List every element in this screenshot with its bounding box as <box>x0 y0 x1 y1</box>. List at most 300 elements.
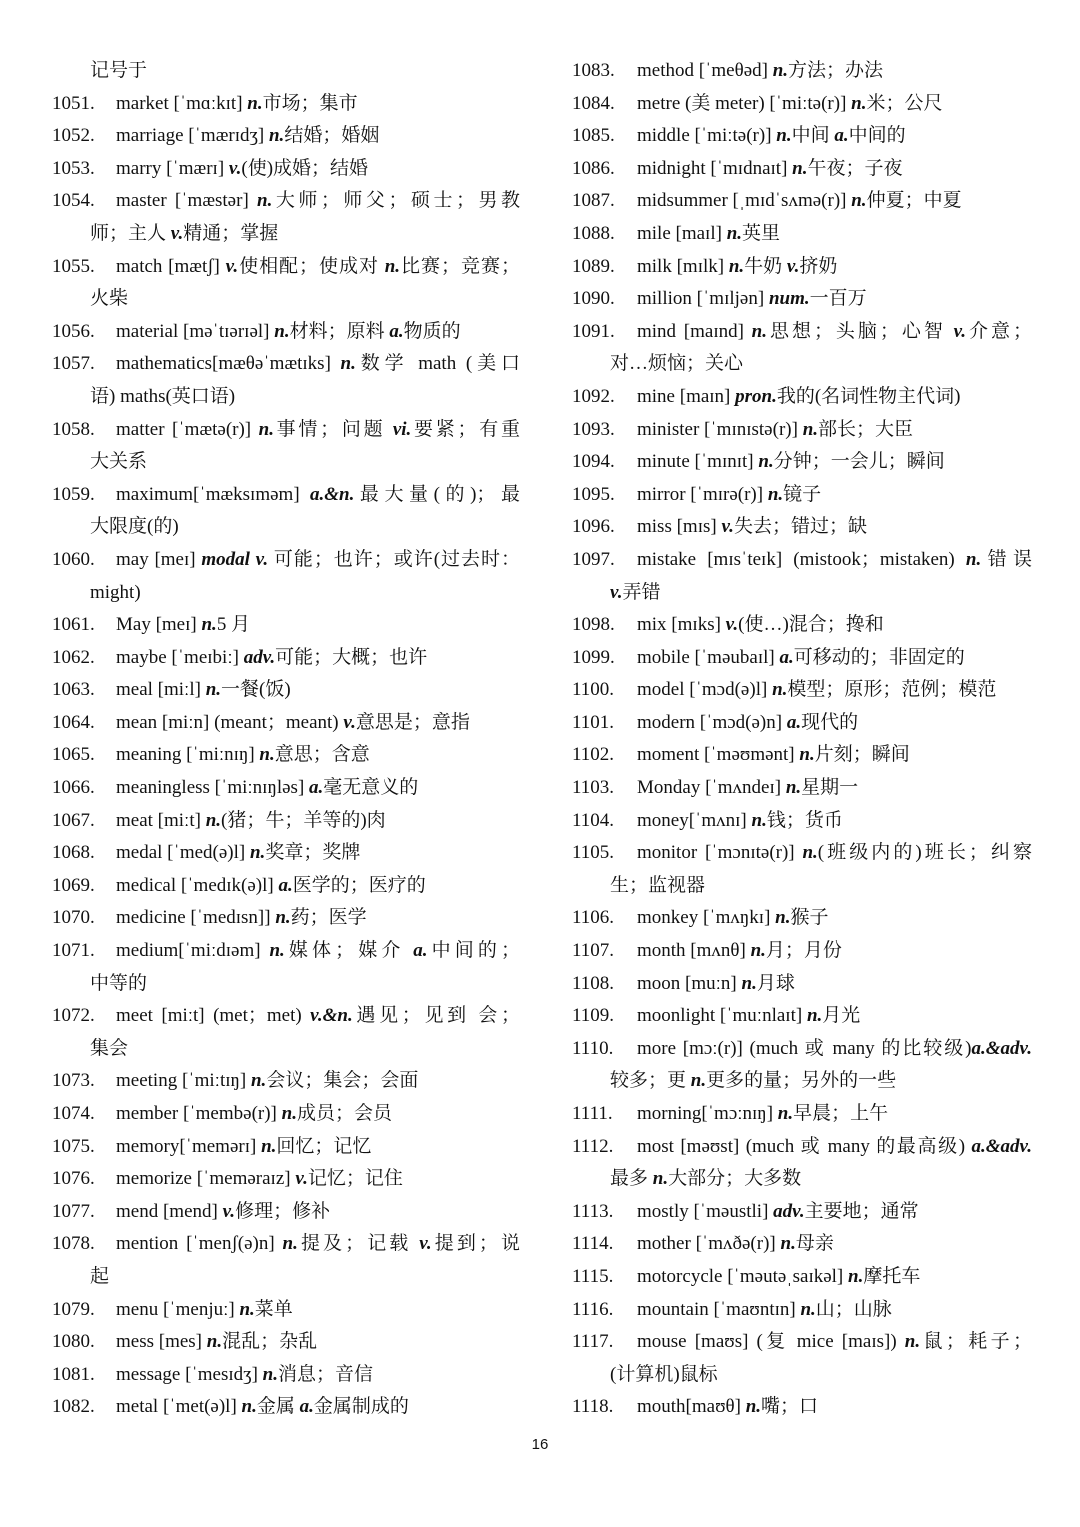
entry-text: 思想；头脑；心智 <box>767 320 954 342</box>
entry-number: 1103. <box>572 777 615 799</box>
vocab-entry <box>52 348 520 381</box>
entry-text: method [ˈmeθəd] <box>637 60 773 81</box>
entry-text: mile [maɪl] <box>637 222 727 244</box>
entry-number: 1114. <box>572 1233 614 1255</box>
vocab-entry <box>572 283 1032 316</box>
part-of-speech: n. <box>751 809 767 831</box>
vocab-entry <box>52 609 520 642</box>
part-of-speech: n. <box>258 418 274 440</box>
entry-text: 最多 <box>610 1168 653 1190</box>
part-of-speech: n. <box>802 418 819 440</box>
part-of-speech: a.&n. <box>309 483 355 505</box>
entry-text: 起 <box>90 1265 110 1287</box>
entry-number: 1117. <box>572 1331 614 1353</box>
vocab-entry <box>572 968 1032 1001</box>
right-column <box>572 55 1032 1424</box>
entry-text: 事情；问题 <box>273 418 393 440</box>
entry-text: 最大量(的)；最 <box>354 483 520 505</box>
vocab-entry <box>52 1163 520 1196</box>
entry-number: 1116. <box>572 1298 614 1320</box>
part-of-speech: modal v. <box>201 548 269 570</box>
part-of-speech: n. <box>851 92 867 114</box>
part-of-speech: v. <box>343 711 356 733</box>
entry-number: 1070. <box>52 907 95 929</box>
entry-text: 材料；原料 <box>289 320 390 342</box>
entry-text: 摩托车 <box>863 1265 921 1287</box>
entry-number: 1084. <box>572 92 615 114</box>
entry-text: 月球 <box>756 972 795 994</box>
entry-text: 会议；集会；会面 <box>266 1070 419 1092</box>
vocab-entry <box>572 1294 1032 1327</box>
entry-number: 1088. <box>572 222 615 244</box>
entry-number: 1066. <box>52 777 95 799</box>
part-of-speech: n. <box>806 1005 823 1027</box>
entry-number: 1118. <box>572 1396 614 1418</box>
part-of-speech: n. <box>205 679 222 701</box>
part-of-speech: n. <box>758 451 774 473</box>
entry-text: master [ˈmæstər] <box>116 190 258 212</box>
entry-text: 市场；集市 <box>262 92 358 114</box>
vocab-entry <box>572 153 1032 186</box>
entry-number: 1101. <box>572 711 615 733</box>
entry-number: 1065. <box>52 744 95 766</box>
part-of-speech: n. <box>792 157 808 179</box>
entry-text: 大限度(的) <box>90 516 179 538</box>
entry-number: 1115. <box>572 1265 614 1287</box>
vocab-entry <box>52 1196 520 1229</box>
entry-text: 大关系 <box>90 451 148 473</box>
vocab-entry <box>572 1098 1032 1131</box>
entry-number: 1076. <box>52 1168 95 1190</box>
entry-text: 对…烦恼；关心 <box>610 353 744 375</box>
entry-number: 1108. <box>572 972 615 994</box>
vocab-entry <box>572 544 1032 577</box>
part-of-speech: n. <box>848 1265 864 1287</box>
entry-number: 1073. <box>52 1070 95 1092</box>
entry-number: 1059. <box>52 483 95 505</box>
vocab-entry <box>572 1196 1032 1229</box>
entry-text: 猴子 <box>790 907 829 929</box>
part-of-speech: n. <box>241 1396 257 1418</box>
vocab-entry <box>572 55 1032 88</box>
entry-text: 失去；错过；缺 <box>733 516 867 538</box>
part-of-speech: n. <box>274 320 290 342</box>
vocab-entry <box>572 609 1032 642</box>
part-of-speech: n. <box>780 1233 796 1255</box>
entry-text: medical [ˈmedɪk(ə)l] <box>116 874 279 896</box>
part-of-speech: n. <box>965 548 982 570</box>
entry-text: metre (美 meter) [ˈmiːtə(r)] <box>637 92 852 114</box>
entry-text: middle [ˈmiːtə(r)] <box>637 125 777 147</box>
vocab-entry <box>52 1294 520 1327</box>
entry-text: memorize [ˈmeməraɪz] <box>116 1168 296 1190</box>
entry-text: message [ˈmesɪdʒ] <box>116 1363 263 1385</box>
entry-text: 分钟；一会儿；瞬间 <box>773 451 945 473</box>
entry-number: 1089. <box>572 255 615 277</box>
entry-text: material [məˈtɪərɪəl] <box>116 320 275 342</box>
entry-number: 1068. <box>52 842 95 864</box>
entry-text: 介意； <box>966 320 1032 342</box>
vocab-entry <box>572 1391 1032 1424</box>
part-of-speech: n. <box>728 255 745 277</box>
entry-text: 物质的 <box>403 320 461 342</box>
entry-text: member [ˈmembə(r)] <box>116 1103 282 1124</box>
vocab-entry-continuation <box>572 1065 1032 1098</box>
entry-text: 英里 <box>742 222 781 244</box>
entry-text: 消息；音信 <box>278 1363 374 1385</box>
part-of-speech: n. <box>262 1363 278 1385</box>
part-of-speech: adv. <box>243 646 276 668</box>
vocab-entry <box>52 870 520 903</box>
entry-number: 1056. <box>52 320 95 342</box>
entry-text: 星期一 <box>801 777 859 799</box>
entry-number: 1081. <box>52 1363 95 1385</box>
left-column <box>52 55 520 1424</box>
part-of-speech: a.&adv. <box>971 1037 1032 1059</box>
entry-number: 1079. <box>52 1298 95 1320</box>
entry-text: 可能；也许；或许(过去时： <box>268 548 520 570</box>
vocab-entry <box>572 316 1032 349</box>
entry-text: 医学的；医疗的 <box>292 874 426 896</box>
entry-text: matter [ˈmætə(r)] <box>116 418 259 440</box>
entry-text: 模型；原形；范例；模范 <box>787 679 997 701</box>
part-of-speech: n. <box>652 1168 669 1190</box>
entry-number: 1106. <box>572 907 615 929</box>
vocab-entry <box>52 544 520 577</box>
entry-number: 1074. <box>52 1103 95 1124</box>
entry-text: (使…)混合；搀和 <box>738 614 884 636</box>
vocab-entry-continuation <box>572 577 1032 610</box>
part-of-speech: n. <box>247 92 263 114</box>
entry-text: 记忆；记住 <box>307 1168 403 1190</box>
part-of-speech: a. <box>834 125 849 147</box>
part-of-speech: v. <box>222 1200 236 1222</box>
vocab-entry-continuation <box>52 1033 520 1066</box>
part-of-speech: n. <box>201 614 217 636</box>
entry-text: 主要地；通常 <box>804 1200 919 1222</box>
part-of-speech: a. <box>299 1396 314 1418</box>
entry-text: money[ˈmʌnɪ] <box>637 809 752 831</box>
entry-text: 提及；记载 <box>297 1233 420 1255</box>
entry-text: (猪；牛；羊等的)肉 <box>221 809 386 831</box>
vocab-entry-continuation <box>52 283 520 316</box>
entry-text: meet [miːt] (met；met) <box>116 1005 311 1027</box>
entry-number: 1111. <box>572 1103 613 1124</box>
part-of-speech: v. <box>170 222 184 244</box>
part-of-speech: v. <box>725 614 739 636</box>
entry-text: 5 月 <box>216 614 251 636</box>
vocab-entry <box>572 479 1032 512</box>
entry-text: 要紧；有重 <box>411 418 520 440</box>
entry-text: might) <box>90 581 141 603</box>
entry-number: 1072. <box>52 1005 95 1027</box>
part-of-speech: n. <box>281 1103 297 1124</box>
entry-number: 1104. <box>572 809 615 831</box>
entry-number: 1071. <box>52 940 95 962</box>
part-of-speech: n. <box>269 940 285 962</box>
entry-text: meeting [ˈmiːtɪŋ] <box>116 1070 251 1092</box>
entry-text: 鼠；耗子； <box>920 1331 1032 1353</box>
entry-number: 1087. <box>572 190 615 212</box>
entry-number: 1091. <box>572 320 615 342</box>
vocab-entry <box>572 935 1032 968</box>
part-of-speech: v. <box>228 157 242 179</box>
entry-number: 1113. <box>572 1200 614 1222</box>
vocab-entry-continuation <box>572 1359 1032 1392</box>
part-of-speech: n. <box>340 353 356 375</box>
entry-text: motorcycle [ˈməutəˌsaɪkəl] <box>637 1265 849 1287</box>
part-of-speech: vi. <box>392 418 412 440</box>
part-of-speech: n. <box>772 679 788 701</box>
part-of-speech: n. <box>799 744 815 766</box>
vocab-entry <box>52 88 520 121</box>
entry-text: mention [ˈmenʃ(ə)n] <box>116 1233 283 1255</box>
entry-text: market [ˈmɑːkɪt] <box>116 92 248 114</box>
entry-text: 现代的 <box>801 711 859 733</box>
vocab-entry <box>52 935 520 968</box>
entry-number: 1063. <box>52 679 95 701</box>
entry-text: 我的(名词性物主代词) <box>776 385 961 407</box>
vocab-entry <box>52 120 520 153</box>
vocab-entry <box>572 1000 1032 1033</box>
part-of-speech: n. <box>206 1331 223 1353</box>
entry-text: 钱；货币 <box>766 809 843 831</box>
entry-text: 米；公尺 <box>866 92 943 114</box>
vocab-entry <box>572 120 1032 153</box>
entry-number: 1085. <box>572 125 615 147</box>
entry-text: mess [mes] <box>116 1331 207 1353</box>
part-of-speech: n. <box>257 190 273 212</box>
part-of-speech: n. <box>726 222 743 244</box>
entry-text: 混乱；杂乱 <box>222 1331 318 1353</box>
vocab-entry-continuation <box>52 968 520 1001</box>
vocab-entry <box>572 805 1032 838</box>
entry-number: 1055. <box>52 255 95 277</box>
entry-text: 错误 <box>981 548 1032 570</box>
vocab-entry <box>52 805 520 838</box>
vocab-entry <box>572 88 1032 121</box>
entry-number: 1057. <box>52 353 95 375</box>
part-of-speech: n. <box>384 255 401 277</box>
entry-number: 1098. <box>572 614 615 636</box>
entry-text: memory[ˈmemərɪ] <box>116 1135 262 1157</box>
entry-text: 中间的； <box>427 940 520 962</box>
entry-text: 牛奶 <box>744 255 787 277</box>
entry-text: 精通；掌握 <box>183 222 279 244</box>
entry-text: 片刻；瞬间 <box>814 744 910 766</box>
vocab-entry-continuation <box>572 1163 1032 1196</box>
vocab-entry <box>52 674 520 707</box>
vocab-entry <box>572 381 1032 414</box>
entry-text: monkey [ˈmʌŋkɪ] <box>637 907 776 929</box>
entry-text: moonlight [ˈmuːnlaɪt] <box>637 1005 807 1027</box>
vocab-entry <box>572 674 1032 707</box>
entry-text: 提到；说 <box>431 1233 520 1255</box>
entry-text: 中等的 <box>90 972 148 994</box>
entry-number: 1107. <box>572 940 615 962</box>
entry-text: 金属制成的 <box>313 1396 409 1418</box>
entry-number: 1054. <box>52 190 95 212</box>
entry-number: 1067. <box>52 809 95 831</box>
entry-text: 较多；更 <box>610 1070 691 1092</box>
entry-number: 1080. <box>52 1331 95 1353</box>
part-of-speech: n. <box>750 940 766 962</box>
vocab-entry <box>572 446 1032 479</box>
entry-text: midsummer [ˌmɪdˈsʌmə(r)] <box>637 190 852 212</box>
part-of-speech: n. <box>751 320 767 342</box>
vocab-entry <box>572 837 1032 870</box>
entry-text: May [meɪ] <box>116 614 202 636</box>
vocab-entry <box>572 739 1032 772</box>
part-of-speech: n. <box>282 1233 298 1255</box>
vocab-entry <box>572 185 1032 218</box>
entry-text: 师；主人 <box>90 222 171 244</box>
entry-text: minister [ˈmɪnɪstə(r)] <box>637 418 803 440</box>
part-of-speech: v. <box>953 320 967 342</box>
entry-text: more [mɔː(r)] (much 或 many 的比较级) <box>637 1037 972 1059</box>
part-of-speech: n. <box>205 809 222 831</box>
entry-text: modern [ˈmɔd(ə)n] <box>637 711 787 733</box>
entry-text: 大师；师父；硕士；男教 <box>272 190 520 212</box>
vocab-entry <box>52 316 520 349</box>
vocab-entry <box>572 218 1032 251</box>
entry-text: 山；山脉 <box>815 1298 892 1320</box>
part-of-speech: n. <box>239 1298 255 1320</box>
entry-text: 结婚；婚姻 <box>284 125 380 147</box>
vocab-entry <box>572 1131 1032 1164</box>
entry-text: moon [muːn] <box>637 972 742 994</box>
part-of-speech: a. <box>413 940 428 962</box>
entry-text: medium[ˈmiːdɪəm] <box>116 940 270 962</box>
vocab-entry <box>52 479 520 512</box>
page-number: 16 <box>531 1436 549 1453</box>
entry-text: medicine [ˈmedɪsn]] <box>116 907 276 929</box>
vocab-entry <box>572 1326 1032 1359</box>
entry-text: 媒体；媒介 <box>284 940 414 962</box>
entry-text: 嘴；口 <box>761 1396 819 1418</box>
entry-text: meal [miːl] <box>116 679 206 701</box>
part-of-speech: v. <box>225 255 239 277</box>
part-of-speech: num. <box>768 288 810 310</box>
vocab-entry-continuation <box>52 381 520 414</box>
vocab-entry-continuation <box>52 55 520 88</box>
vocab-entry <box>52 1131 520 1164</box>
part-of-speech: n. <box>268 125 285 147</box>
entry-number: 1064. <box>52 711 95 733</box>
entry-number: 1102. <box>572 744 615 766</box>
part-of-speech: n. <box>776 125 792 147</box>
part-of-speech: n. <box>259 744 275 766</box>
vocab-entry <box>52 642 520 675</box>
entry-text: mine [maɪn] <box>637 385 736 407</box>
entry-text: mistake [mɪsˈteɪk] (mistook；mistaken) <box>637 548 966 570</box>
vocab-entry <box>572 414 1032 447</box>
vocab-entry <box>52 1326 520 1359</box>
part-of-speech: n. <box>904 1331 921 1353</box>
part-of-speech: v. <box>610 581 623 603</box>
entry-text: 月；月份 <box>765 940 842 962</box>
entry-text: 仲夏；中夏 <box>866 190 962 212</box>
part-of-speech: n. <box>249 842 266 864</box>
entry-number: 1061. <box>52 614 95 636</box>
entry-text: maximum[ˈmæksɪməm] <box>116 483 310 505</box>
entry-number: 1105. <box>572 842 615 864</box>
vocab-entry <box>572 511 1032 544</box>
part-of-speech: n. <box>690 1070 707 1092</box>
entry-text: menu [ˈmenjuː] <box>116 1298 240 1320</box>
entry-text: morning[ˈmɔːnɪŋ] <box>637 1103 778 1124</box>
part-of-speech: n. <box>261 1135 277 1157</box>
entry-text: Monday [ˈmʌndeɪ] <box>637 777 786 799</box>
part-of-speech: n. <box>772 60 789 81</box>
entry-text: (班级内的)班长；纠察 <box>817 842 1032 864</box>
entry-number: 1075. <box>52 1135 95 1157</box>
entry-text: 一餐(饭) <box>221 679 291 701</box>
entry-text: 生；监视器 <box>610 874 706 896</box>
vocab-entry-continuation <box>52 1261 520 1294</box>
entry-text: medal [ˈmed(ə)l] <box>116 842 250 864</box>
entry-text: marriage [ˈmærɪdʒ] <box>116 125 269 147</box>
entry-text: most [məʊst] (much 或 many 的最高级) <box>637 1135 972 1157</box>
entry-text: marry [ˈmærɪ] <box>116 157 229 179</box>
entry-text: (计算机)鼠标 <box>610 1363 718 1385</box>
entry-number: 1090. <box>572 288 615 310</box>
entry-number: 1051. <box>52 92 95 114</box>
entry-text: 意思是；意指 <box>355 711 470 733</box>
entry-text: million [ˈmɪljən] <box>637 288 769 310</box>
entry-text: 修理；修补 <box>235 1200 331 1222</box>
entry-text: 可移动的；非固定的 <box>793 646 965 668</box>
entry-text: mix [mɪks] <box>637 614 726 636</box>
entry-text: meaningless [ˈmiːnɪŋləs] <box>116 777 310 799</box>
entry-text: 菜单 <box>254 1298 293 1320</box>
part-of-speech: n. <box>851 190 867 212</box>
entry-number: 1109. <box>572 1005 615 1027</box>
entry-text: 金属 <box>256 1396 300 1418</box>
part-of-speech: n. <box>275 907 291 929</box>
entry-text: mirror [ˈmɪrə(r)] <box>637 483 768 505</box>
entry-text: 方法；办法 <box>788 60 884 81</box>
entry-text: 大部分；大多数 <box>668 1168 802 1190</box>
vocab-entry <box>52 153 520 186</box>
entry-text: 药；医学 <box>290 907 367 929</box>
entry-number: 1060. <box>52 548 95 570</box>
entry-text: 成员；会员 <box>296 1103 392 1124</box>
entry-number: 1095. <box>572 483 615 505</box>
entry-text: 奖章；奖牌 <box>265 842 361 864</box>
entry-number: 1078. <box>52 1233 95 1255</box>
entry-text: 中间 <box>791 125 835 147</box>
entry-number: 1058. <box>52 418 95 440</box>
entry-number: 1082. <box>52 1396 95 1418</box>
entry-text: mother [ˈmʌðə(r)] <box>637 1233 781 1255</box>
part-of-speech: v. <box>295 1168 308 1190</box>
vocab-entry <box>572 251 1032 284</box>
entry-text: moment [ˈməʊmənt] <box>637 744 800 766</box>
entry-text: 数学 math (美口 <box>355 353 520 375</box>
entry-text: 回忆；记忆 <box>276 1135 372 1157</box>
entry-number: 1077. <box>52 1200 95 1222</box>
vocab-entry <box>572 1228 1032 1261</box>
entry-text: 中间的 <box>848 125 906 147</box>
vocab-entry <box>52 739 520 772</box>
entry-text: maybe [ˈmeɪbiː] <box>116 646 244 668</box>
entry-text: 比赛；竞赛； <box>400 255 520 277</box>
vocab-entry <box>572 1033 1032 1066</box>
entry-text: 一百万 <box>809 288 867 310</box>
vocab-entry <box>52 251 520 284</box>
vocab-entry <box>52 1098 520 1131</box>
